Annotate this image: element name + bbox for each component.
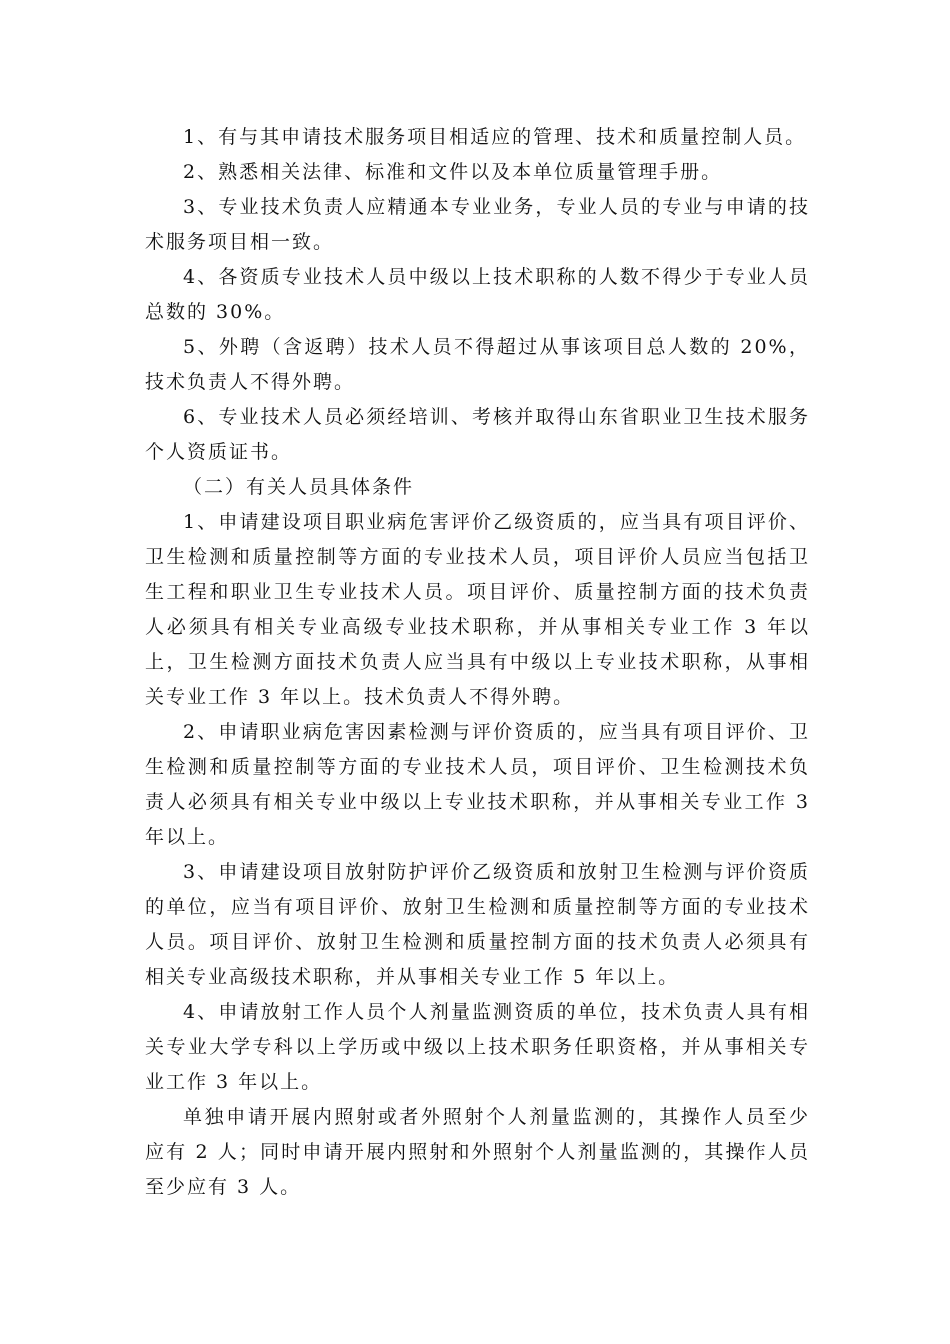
paragraph-staff-requirement-3: 3、专业技术负责人应精通本专业业务，专业人员的专业与申请的技术服务项目相一致。 xyxy=(145,196,810,253)
paragraph-dosimetry-operators: 单独申请开展内照射或者外照射个人剂量监测的，其操作人员至少应有 2 人；同时申请开展内照射和外照射个人剂量监测的，其操作人员至少应有 3 人。 xyxy=(145,1106,810,1198)
paragraph-condition-3: 3、申请建设项目放射防护评价乙级资质和放射卫生检测与评价资质的单位，应当有项目评价、放射卫生检测和质量控制等方面的专业技术人员。项目评价、放射卫生检测和质量控制方面的技术负责人必须具有相关专业高级技术职称，并从事相关专业工作 5 年以上。 xyxy=(145,861,810,988)
document-body xyxy=(145,120,810,1205)
paragraph-staff-requirement-2: 2、熟悉相关法律、标准和文件以及本单位质量管理手册。 xyxy=(183,161,723,183)
paragraph-staff-requirement-6: 6、专业技术人员必须经培训、考核并取得山东省职业卫生技术服务个人资质证书。 xyxy=(145,406,810,463)
paragraph-staff-requirement-5: 5、外聘（含返聘）技术人员不得超过从事该项目总人数的 20%，技术负责人不得外聘。 xyxy=(145,336,810,393)
paragraph-condition-2: 2、申请职业病危害因素检测与评价资质的，应当具有项目评价、卫生检测和质量控制等方面的专业技术人员，项目评价、卫生检测技术负责人必须具有相关专业中级以上专业技术职称，并从事相关专业工作 3 年以上。 xyxy=(145,721,810,848)
paragraph-condition-1: 1、申请建设项目职业病危害评价乙级资质的，应当具有项目评价、卫生检测和质量控制等方面的专业技术人员，项目评价人员应当包括卫生工程和职业卫生专业技术人员。项目评价、质量控制方面的技术负责人必须具有相关专业高级专业技术职称，并从事相关专业工作 3 年以上，卫生检测方面技术负责人应当具有中级以上专业技术职称，从事相关专业工作 3 年以上。技术负责人不得外聘。 xyxy=(145,511,810,708)
section-heading-specific-conditions: （二）有关人员具体条件 xyxy=(183,476,415,498)
paragraph-staff-requirement-1: 1、有与其申请技术服务项目相适应的管理、技术和质量控制人员。 xyxy=(183,126,807,148)
paragraph-condition-4: 4、申请放射工作人员个人剂量监测资质的单位，技术负责人具有相关专业大学专科以上学历或中级以上技术职务任职资格，并从事相关专业工作 3 年以上。 xyxy=(145,1001,810,1093)
paragraph-staff-requirement-4: 4、各资质专业技术人员中级以上技术职称的人数不得少于专业人员总数的 30%。 xyxy=(145,266,810,323)
